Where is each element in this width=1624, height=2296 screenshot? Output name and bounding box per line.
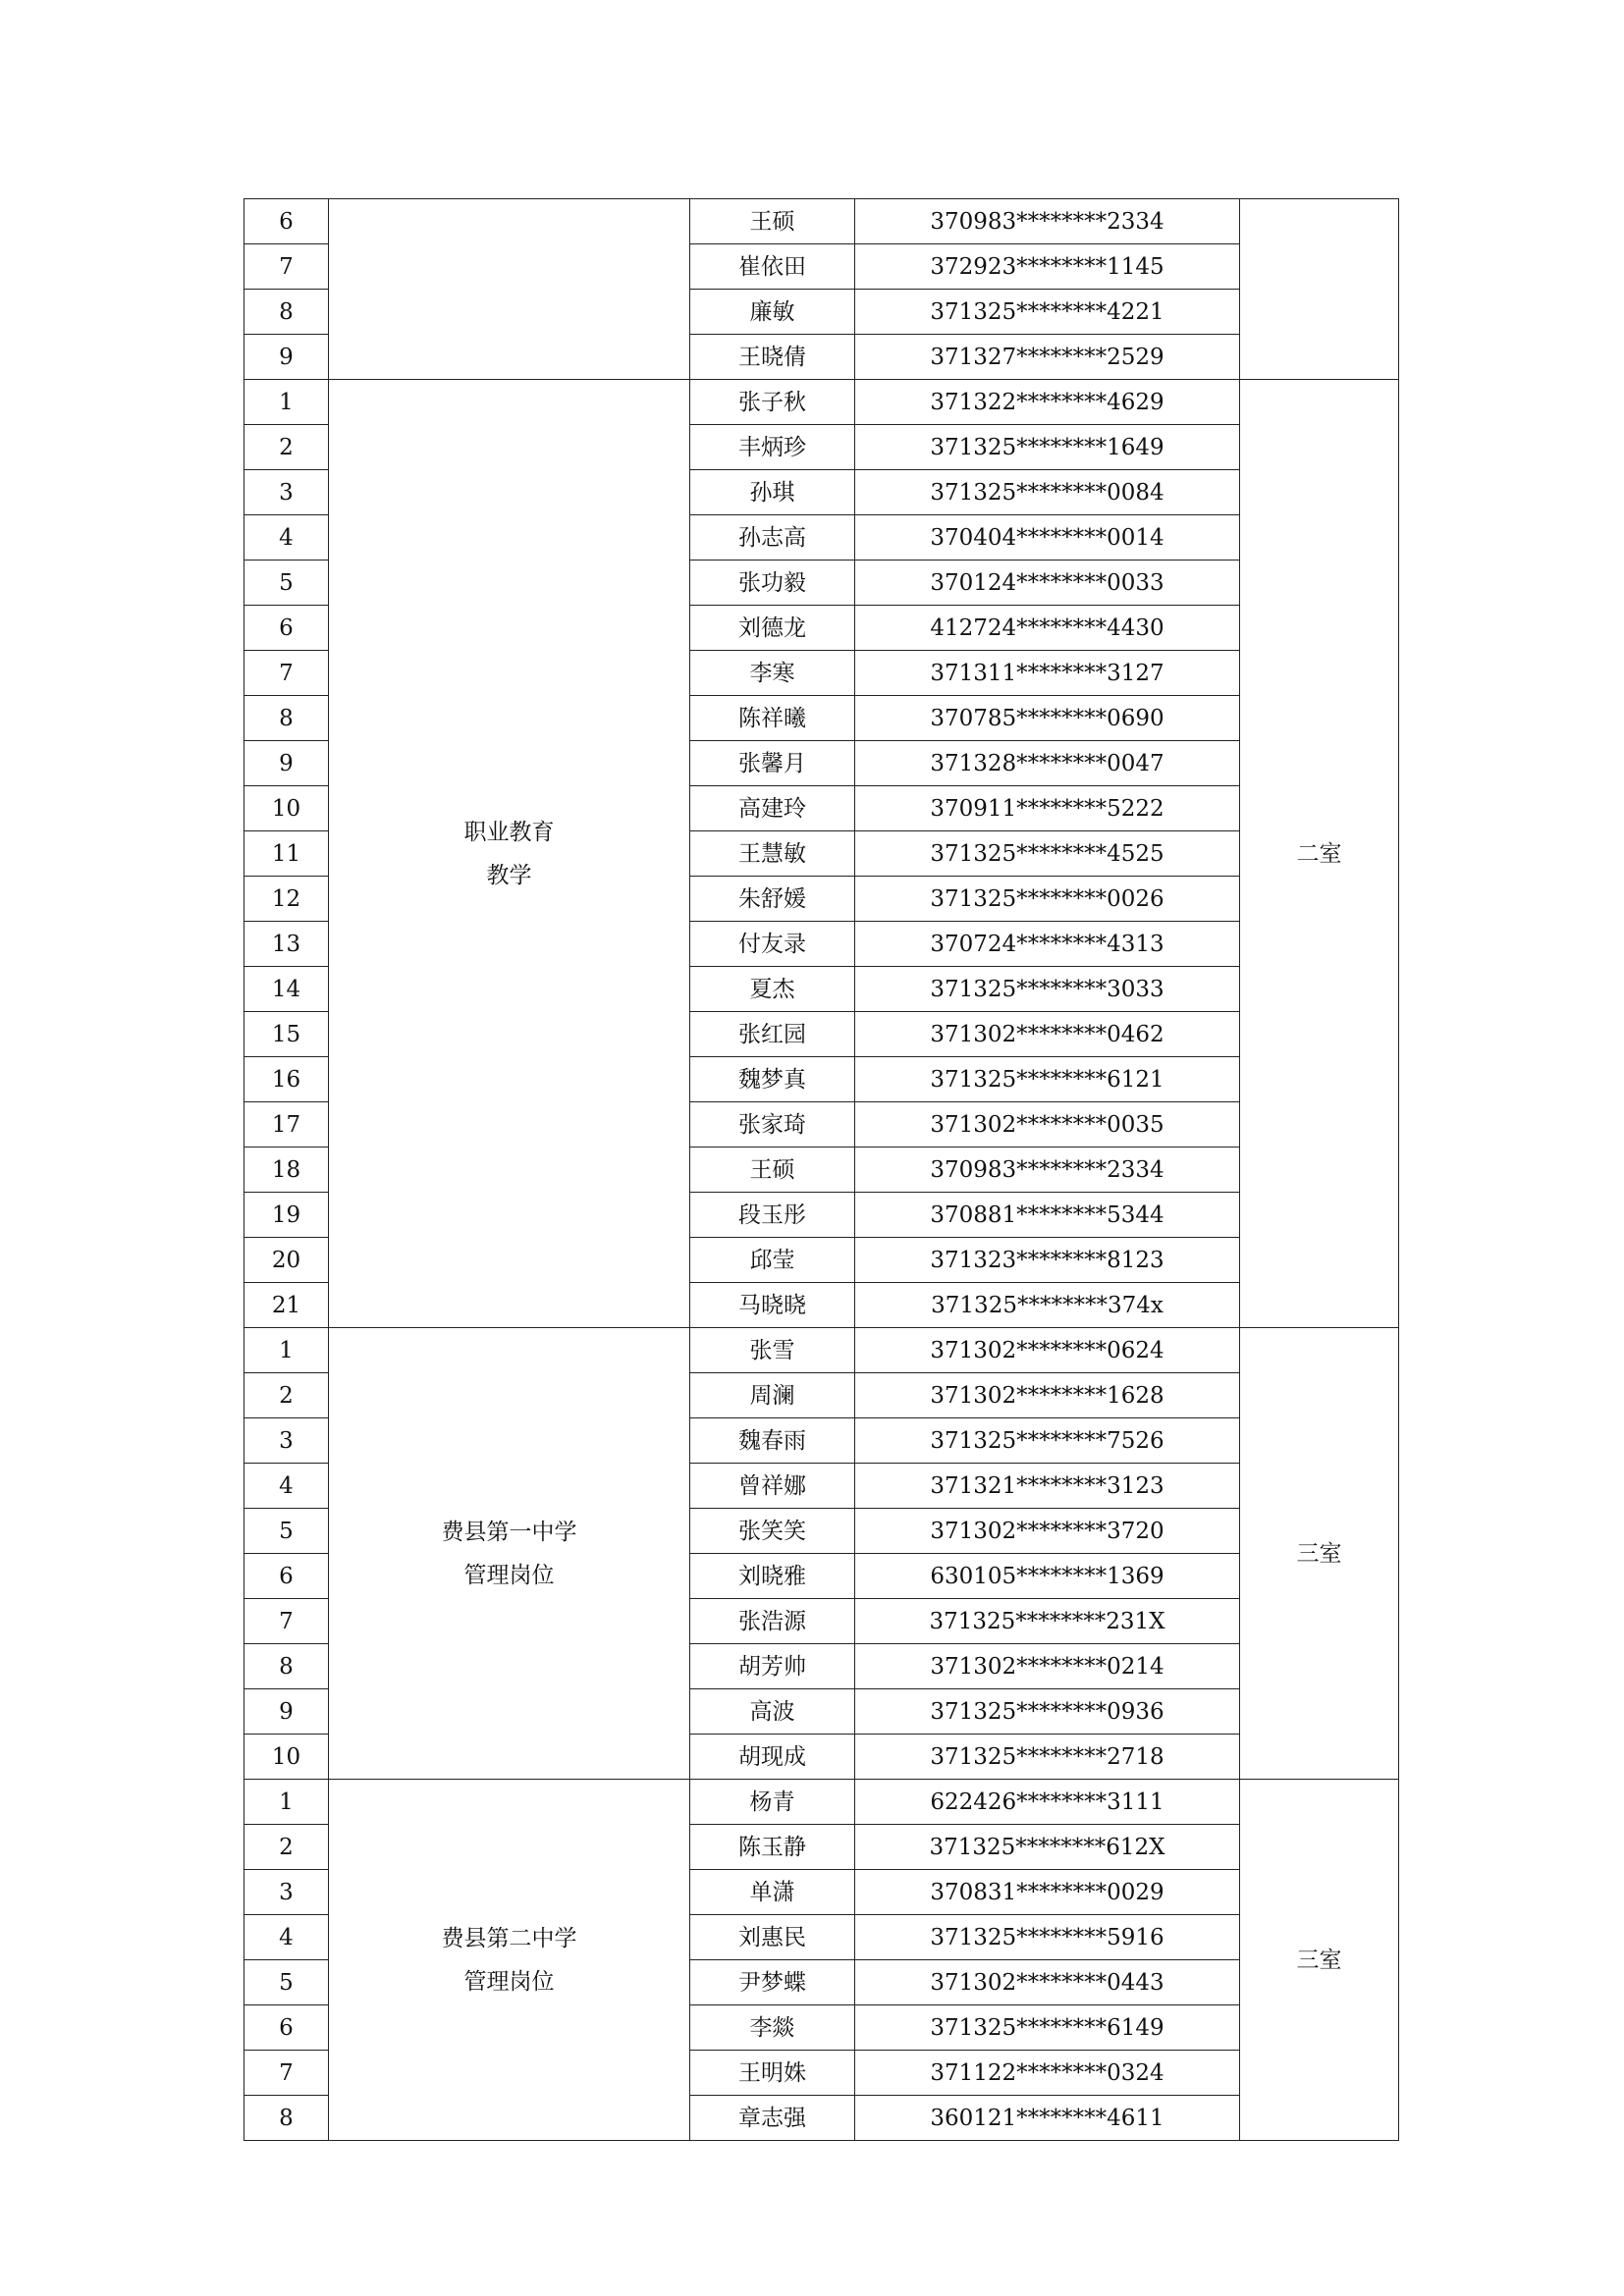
id-number: 371322********4629 [855,380,1240,425]
id-number: 371302********1628 [855,1373,1240,1418]
row-number: 6 [244,2005,329,2051]
candidate-name: 陈祥曦 [690,696,855,741]
candidate-name: 高建玲 [690,786,855,831]
candidate-name: 付友录 [690,922,855,967]
exam-room-cell: 二室 [1240,380,1399,1328]
candidate-name: 张功毅 [690,561,855,606]
row-number: 7 [244,651,329,696]
position-name-line: 职业教育 [463,819,555,845]
row-number: 10 [244,786,329,831]
candidate-name: 张馨月 [690,741,855,786]
candidate-name: 张雪 [690,1328,855,1373]
row-number: 1 [244,1780,329,1825]
candidate-name: 张笑笑 [690,1509,855,1554]
id-number: 371325********6121 [855,1057,1240,1102]
position-name-line: 管理岗位 [463,1562,555,1588]
row-number: 9 [244,741,329,786]
candidate-name: 马晓晓 [690,1283,855,1328]
row-number: 19 [244,1193,329,1238]
candidate-name: 陈玉静 [690,1825,855,1870]
row-number: 4 [244,1464,329,1509]
row-number: 11 [244,831,329,877]
id-number: 371325********6149 [855,2005,1240,2051]
candidate-name: 张浩源 [690,1599,855,1644]
row-number: 10 [244,1735,329,1780]
id-number: 370785********0690 [855,696,1240,741]
candidate-name: 孙琪 [690,470,855,515]
id-number: 371325********612X [855,1825,1240,1870]
position-name-line: 教学 [486,862,532,888]
candidate-name: 邱莹 [690,1238,855,1283]
id-number: 371325********0026 [855,877,1240,922]
id-number: 371325********4525 [855,831,1240,877]
position-group-cell [329,1328,690,1780]
id-number: 370911********5222 [855,786,1240,831]
candidate-name: 廉敏 [690,290,855,335]
candidate-name: 王晓倩 [690,335,855,380]
id-number: 371325********1649 [855,425,1240,470]
id-number: 371325********374x [855,1283,1240,1328]
candidate-name: 段玉彤 [690,1193,855,1238]
id-number: 371302********0462 [855,1012,1240,1057]
row-number: 17 [244,1102,329,1148]
row-number: 20 [244,1238,329,1283]
id-number: 371302********0624 [855,1328,1240,1373]
table-row [244,199,1399,244]
position-group-cell [329,199,690,380]
id-number: 630105********1369 [855,1554,1240,1599]
row-number: 12 [244,877,329,922]
id-number: 371325********7526 [855,1418,1240,1464]
row-number: 5 [244,1960,329,2005]
id-number: 371321********3123 [855,1464,1240,1509]
candidate-name: 曾祥娜 [690,1464,855,1509]
table-row [244,1780,1399,1825]
candidate-name: 王慧敏 [690,831,855,877]
candidate-name: 王硕 [690,199,855,244]
id-number: 370983********2334 [855,199,1240,244]
position-group-cell [329,1780,690,2141]
id-number: 371325********5916 [855,1915,1240,1960]
row-number: 2 [244,1373,329,1418]
row-number: 8 [244,696,329,741]
candidate-name: 朱舒媛 [690,877,855,922]
row-number: 5 [244,561,329,606]
id-number: 412724********4430 [855,606,1240,651]
row-number: 3 [244,1870,329,1915]
row-number: 16 [244,1057,329,1102]
candidate-name: 周澜 [690,1373,855,1418]
position-name-line: 费县第二中学 [441,1925,577,1951]
id-number: 371302********3720 [855,1509,1240,1554]
row-number: 6 [244,606,329,651]
position-group-cell [329,380,690,1328]
candidate-name: 魏春雨 [690,1418,855,1464]
id-number: 371327********2529 [855,335,1240,380]
row-number: 9 [244,335,329,380]
row-number: 14 [244,967,329,1012]
exam-room-cell: 三室 [1240,1328,1399,1780]
candidate-name: 王明姝 [690,2051,855,2096]
id-number: 371325********2718 [855,1735,1240,1780]
id-number: 371311********3127 [855,651,1240,696]
row-number: 7 [244,244,329,290]
candidate-name: 丰炳珍 [690,425,855,470]
row-number: 8 [244,2096,329,2141]
row-number: 5 [244,1509,329,1554]
id-number: 371325********0084 [855,470,1240,515]
candidate-name: 魏梦真 [690,1057,855,1102]
position-name-line: 管理岗位 [463,1968,555,1995]
id-number: 371302********0443 [855,1960,1240,2005]
id-number: 370983********2334 [855,1148,1240,1193]
candidate-name: 胡芳帅 [690,1644,855,1689]
row-number: 4 [244,1915,329,1960]
candidate-name: 刘晓雅 [690,1554,855,1599]
candidate-name: 孙志高 [690,515,855,561]
id-number: 371302********0214 [855,1644,1240,1689]
id-number: 371325********4221 [855,290,1240,335]
row-number: 7 [244,1599,329,1644]
candidate-name: 李寒 [690,651,855,696]
row-number: 18 [244,1148,329,1193]
candidate-name: 李燚 [690,2005,855,2051]
id-number: 360121********4611 [855,2096,1240,2141]
id-number: 371328********0047 [855,741,1240,786]
row-number: 8 [244,290,329,335]
id-number: 372923********1145 [855,244,1240,290]
candidate-name: 单潇 [690,1870,855,1915]
row-number: 9 [244,1689,329,1735]
id-number: 371302********0035 [855,1102,1240,1148]
row-number: 15 [244,1012,329,1057]
id-number: 370124********0033 [855,561,1240,606]
candidate-name: 刘德龙 [690,606,855,651]
row-number: 3 [244,470,329,515]
id-number: 370831********0029 [855,1870,1240,1915]
row-number: 8 [244,1644,329,1689]
candidate-name: 张子秋 [690,380,855,425]
id-number: 371325********0936 [855,1689,1240,1735]
row-number: 6 [244,199,329,244]
row-number: 2 [244,1825,329,1870]
row-number: 13 [244,922,329,967]
candidate-name: 高波 [690,1689,855,1735]
candidate-name: 张家琦 [690,1102,855,1148]
row-number: 7 [244,2051,329,2096]
candidate-name: 章志强 [690,2096,855,2141]
id-number: 622426********3111 [855,1780,1240,1825]
exam-room-cell: 三室 [1240,1780,1399,2141]
row-number: 2 [244,425,329,470]
candidate-name: 崔依田 [690,244,855,290]
position-name-line: 费县第一中学 [441,1519,577,1545]
candidate-name: 刘惠民 [690,1915,855,1960]
id-number: 370404********0014 [855,515,1240,561]
id-number: 371325********231X [855,1599,1240,1644]
roster-table [244,198,1399,2141]
roster-body [244,199,1399,2141]
row-number: 6 [244,1554,329,1599]
id-number: 370724********4313 [855,922,1240,967]
id-number: 371122********0324 [855,2051,1240,2096]
row-number: 1 [244,1328,329,1373]
id-number: 370881********5344 [855,1193,1240,1238]
exam-room-cell [1240,199,1399,380]
table-row [244,380,1399,425]
candidate-name: 杨青 [690,1780,855,1825]
id-number: 371325********3033 [855,967,1240,1012]
candidate-name: 夏杰 [690,967,855,1012]
table-row [244,1328,1399,1373]
row-number: 4 [244,515,329,561]
candidate-name: 尹梦蝶 [690,1960,855,2005]
candidate-name: 王硕 [690,1148,855,1193]
id-number: 371323********8123 [855,1238,1240,1283]
candidate-name: 张红园 [690,1012,855,1057]
row-number: 1 [244,380,329,425]
row-number: 21 [244,1283,329,1328]
row-number: 3 [244,1418,329,1464]
candidate-name: 胡现成 [690,1735,855,1780]
